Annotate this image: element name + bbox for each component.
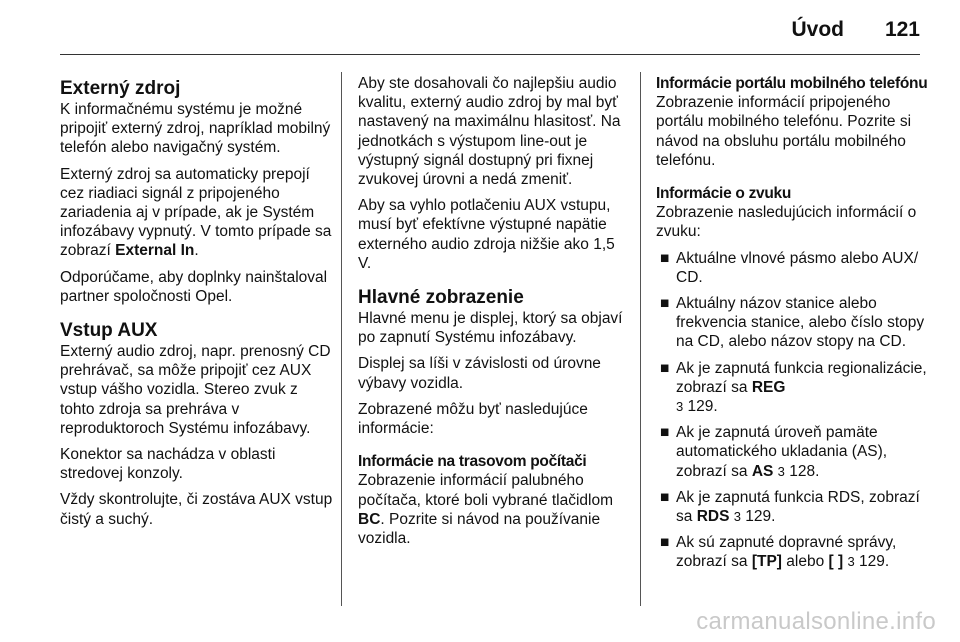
list-item [656, 423, 932, 481]
paragraph [358, 471, 630, 548]
page-header [0, 0, 960, 54]
text: Aktuálny názov stanice alebo frekvencia stanice, alebo číslo stopy na CD, alebo názov stopy na CD. [676, 295, 925, 351]
heading-external-source: Externý zdroj [60, 78, 181, 99]
page-reference-arrow-icon: 3 [733, 509, 741, 525]
bullet-icon: ■ [660, 359, 670, 377]
subheading-trip-computer: Informácie na trasovom počítači [358, 453, 587, 471]
display-text: [ ] [828, 553, 844, 571]
page-reference-arrow-icon: 3 [777, 463, 785, 479]
paragraph: Displej sa líši v závislosti od úrovne výbavy vozidla. [358, 355, 601, 392]
text: Aktuálne vlnové pásmo alebo AUX/ CD. [676, 249, 919, 286]
display-text: AS [751, 462, 774, 480]
page-reference: 129. [854, 553, 890, 571]
paragraph: Externý audio zdroj, napr. prenosný CD prehrávač, sa môže pripojiť cez AUX vstup vášho vozidla. Stereo zvuk z tohto zdroja sa prehráva v reproduktoroch Systému infozábavy. [60, 343, 331, 437]
paragraph: Odporúčame, aby doplnky nainštaloval partner spoločnosti Opel. [60, 268, 328, 305]
bullet-icon: ■ [660, 249, 670, 267]
page-reference: 129. [740, 508, 776, 526]
button-name-bc: BC [358, 510, 381, 528]
paragraph: Zobrazenie nasledujúcich informácií o zvuku: [656, 204, 917, 241]
bullet-icon: ■ [660, 424, 670, 442]
text: Ak sú zapnuté dopravné správy, zobrazí sa [676, 534, 897, 571]
text: Ak je zapnutá funkcia regionalizácie, zobrazí sa [676, 359, 927, 396]
text: Ak je zapnutá úroveň pamäte automatického ukladania (AS), zobrazí sa [676, 424, 888, 480]
text: Ak je zapnutá funkcia RDS, zobrazí sa [676, 488, 920, 526]
paragraph: Zobrazené môžu byť nasledujúce informácie: [358, 400, 588, 438]
list-item [656, 488, 932, 526]
text: . Pozrite si návod na používanie vozidla. [358, 510, 601, 548]
sound-info-list [656, 249, 932, 572]
page-reference: 128. [784, 462, 820, 480]
heading-aux-input: Vstup AUX [60, 320, 158, 342]
display-text-external-in: External In [115, 242, 195, 260]
subheading-phone-portal: Informácie portálu mobilného telefónu [656, 75, 928, 92]
display-text: RDS [696, 508, 730, 526]
list-item [656, 294, 932, 352]
text: alebo [781, 553, 829, 571]
subheading-sound-info: Informácie o zvuku [656, 185, 791, 203]
page-reference: 129. [683, 398, 718, 416]
list-item [656, 249, 932, 287]
paragraph: Aby ste dosahovali čo najlepšiu audio kvalitu, externý audio zdroj by mal byť nastavený na maximálnu hlasitosť. Na jednotkách s výstupom line-out je výstupný signál dostupný pri fixnej zvukovej úrovni a nedá zmeniť. [358, 75, 621, 189]
bullet-icon: ■ [660, 534, 670, 552]
column-2 [358, 74, 630, 555]
paragraph: Hlavné menu je displej, ktorý sa objaví po zapnutí Systému infozábavy. [358, 310, 623, 347]
paragraph: K informačnému systému je možné pripojiť externý zdroj, napríklad mobilný telefón alebo navigačný systém. [60, 101, 331, 157]
column-1 [60, 78, 335, 536]
page-reference-arrow-icon: 3 [847, 554, 855, 570]
paragraph: Vždy skontrolujte, či zostáva AUX vstup čistý a suchý. [60, 491, 333, 528]
paragraph: Konektor sa nachádza v oblasti stredovej konzoly. [60, 446, 276, 483]
bullet-icon: ■ [660, 488, 670, 506]
text: Externý zdroj sa automaticky prepojí cez riadiaci signál z pripojeného zariadenia aj v prípade, ak je Systém infozábavy vypnutý. V tomto prípade sa zobrazí [60, 165, 332, 260]
column-divider-1 [341, 72, 342, 606]
text: Zobrazenie informácií palubného počítača, ktoré boli vybrané tlačidlom [358, 472, 614, 509]
paragraph: Aby sa vyhlo potlačeniu AUX vstupu, musí byť efektívne výstupné napätie externého audio zdroja nižšie ako 1,5 V. [358, 197, 615, 272]
display-text: [TP] [751, 553, 782, 571]
watermark: carmanualsonline.info [696, 608, 936, 635]
list-item [656, 533, 932, 571]
column-divider-2 [640, 72, 641, 606]
heading-main-display: Hlavné zobrazenie [358, 287, 524, 309]
list-item [656, 359, 932, 417]
page-reference-arrow-icon: 3 [676, 399, 684, 415]
paragraph: Zobrazenie informácií pripojeného portálu mobilného telefónu. Pozrite si návod na obsluhu portálu mobilného telefónu. [656, 94, 912, 169]
bullet-icon: ■ [660, 295, 670, 313]
page-number: 121 [884, 18, 920, 41]
paragraph [60, 165, 335, 261]
section-title: Úvod [791, 18, 844, 41]
header-rule [60, 54, 920, 55]
column-3 [656, 74, 932, 579]
display-text: REG [751, 378, 786, 396]
text: . [194, 242, 199, 260]
